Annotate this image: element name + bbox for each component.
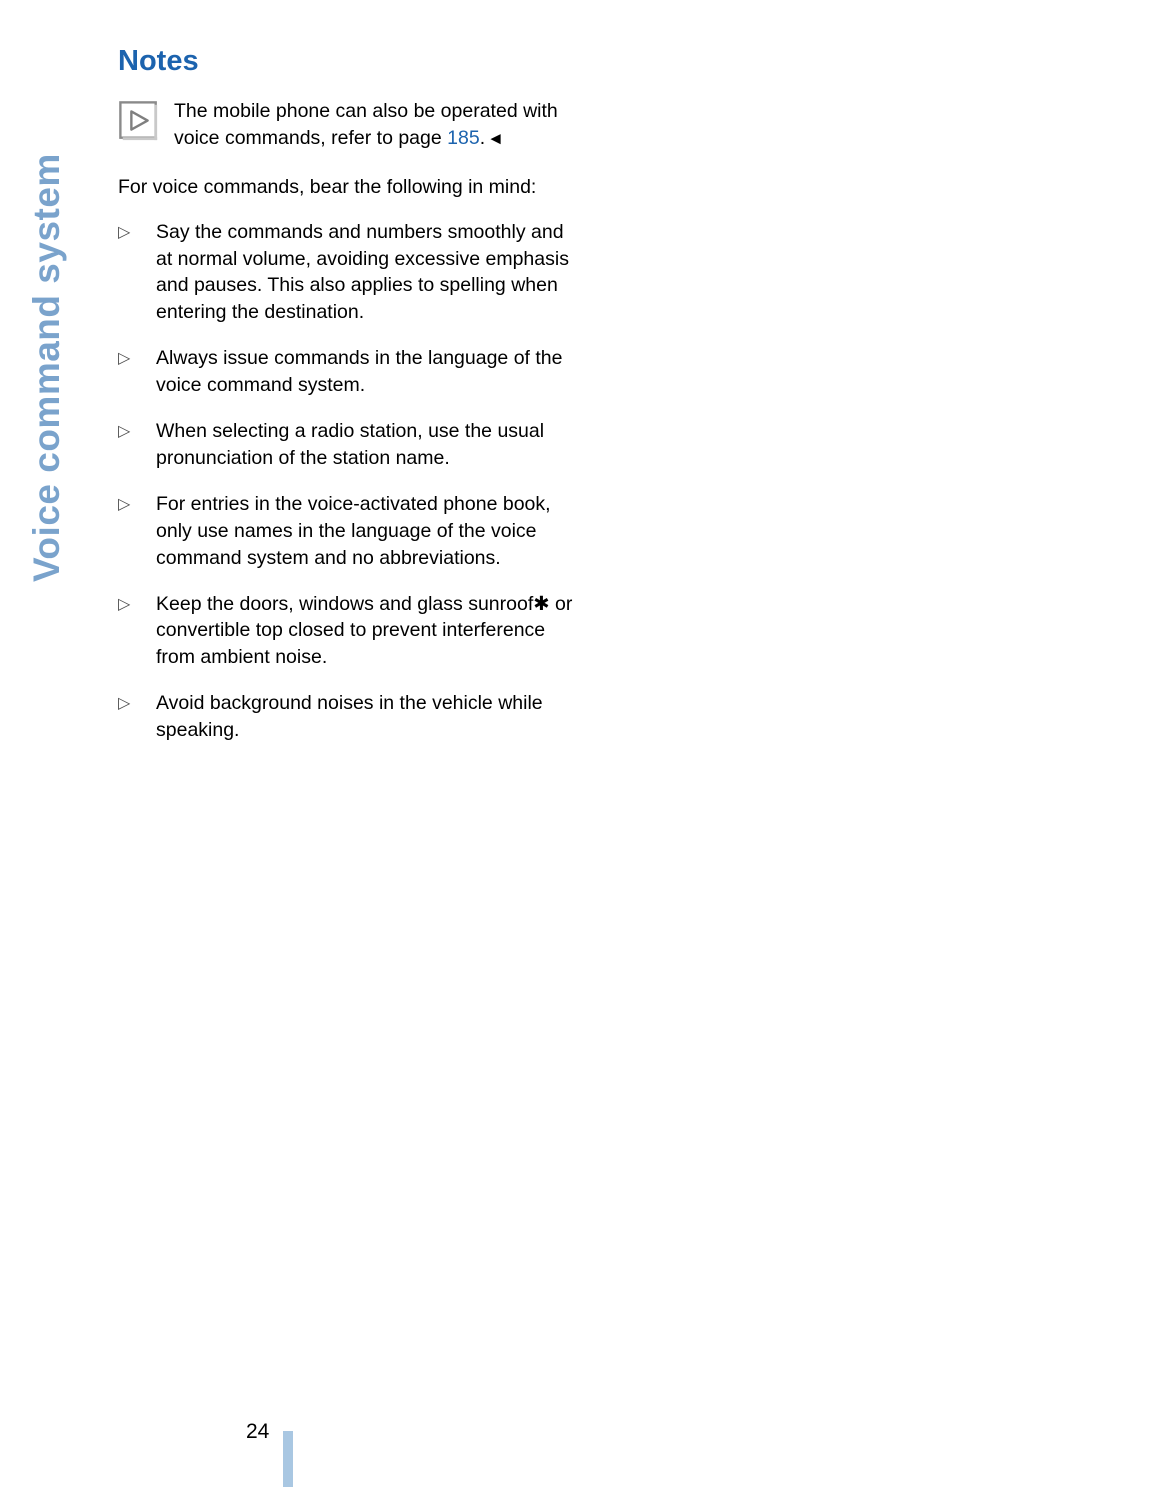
note-end-marker-icon: ◄ bbox=[487, 128, 504, 148]
bullet-text: When selecting a radio station, use the usual pronunciation of the station name. bbox=[156, 420, 545, 469]
list-item bbox=[118, 219, 584, 327]
page-number: 24 bbox=[246, 1420, 270, 1443]
triangle-bullet-icon: ▷ bbox=[118, 595, 131, 613]
list-item bbox=[118, 591, 584, 672]
triangle-bullet-icon: ▷ bbox=[118, 695, 131, 713]
bullet-text: For entries in the voice-activated phone book, only use names in the language of the voice command system and no abbreviations. bbox=[156, 492, 551, 569]
triangle-bullet-icon: ▷ bbox=[118, 423, 131, 441]
page-reference-link[interactable]: 185 bbox=[447, 126, 480, 149]
list-item bbox=[118, 690, 584, 744]
note-text: The mobile phone can also be operated with voice commands, refer to page bbox=[174, 99, 558, 149]
note-paragraph bbox=[118, 98, 584, 152]
list-item bbox=[118, 491, 584, 572]
page-title: Notes bbox=[118, 45, 199, 77]
main-content bbox=[118, 46, 584, 763]
bullet-text: Say the commands and numbers smoothly and at normal volume, avoiding excessive emphasis and pauses. This also applies to spelling when entering the destination. bbox=[156, 220, 569, 324]
bullet-list bbox=[118, 219, 584, 745]
list-item bbox=[118, 345, 584, 399]
bullet-text: Avoid background noises in the vehicle while speaking. bbox=[156, 692, 543, 742]
list-item bbox=[118, 418, 584, 472]
bullet-text: Keep the doors, windows and glass sunroof✱ or convertible top closed to prevent interference from ambient noise. bbox=[156, 592, 573, 669]
note-text-after: . bbox=[479, 126, 486, 149]
triangle-bullet-icon: ▷ bbox=[118, 223, 131, 241]
chapter-title-vertical: Voice command system bbox=[26, 153, 67, 582]
bullet-text: Always issue commands in the language of the voice command system. bbox=[156, 347, 563, 397]
triangle-bullet-icon: ▷ bbox=[118, 495, 131, 513]
play-triangle-box-icon bbox=[118, 100, 160, 142]
footer-accent-bar bbox=[283, 1431, 293, 1487]
triangle-bullet-icon: ▷ bbox=[118, 350, 131, 368]
intro-paragraph: For voice commands, bear the following in mind: bbox=[118, 175, 537, 198]
